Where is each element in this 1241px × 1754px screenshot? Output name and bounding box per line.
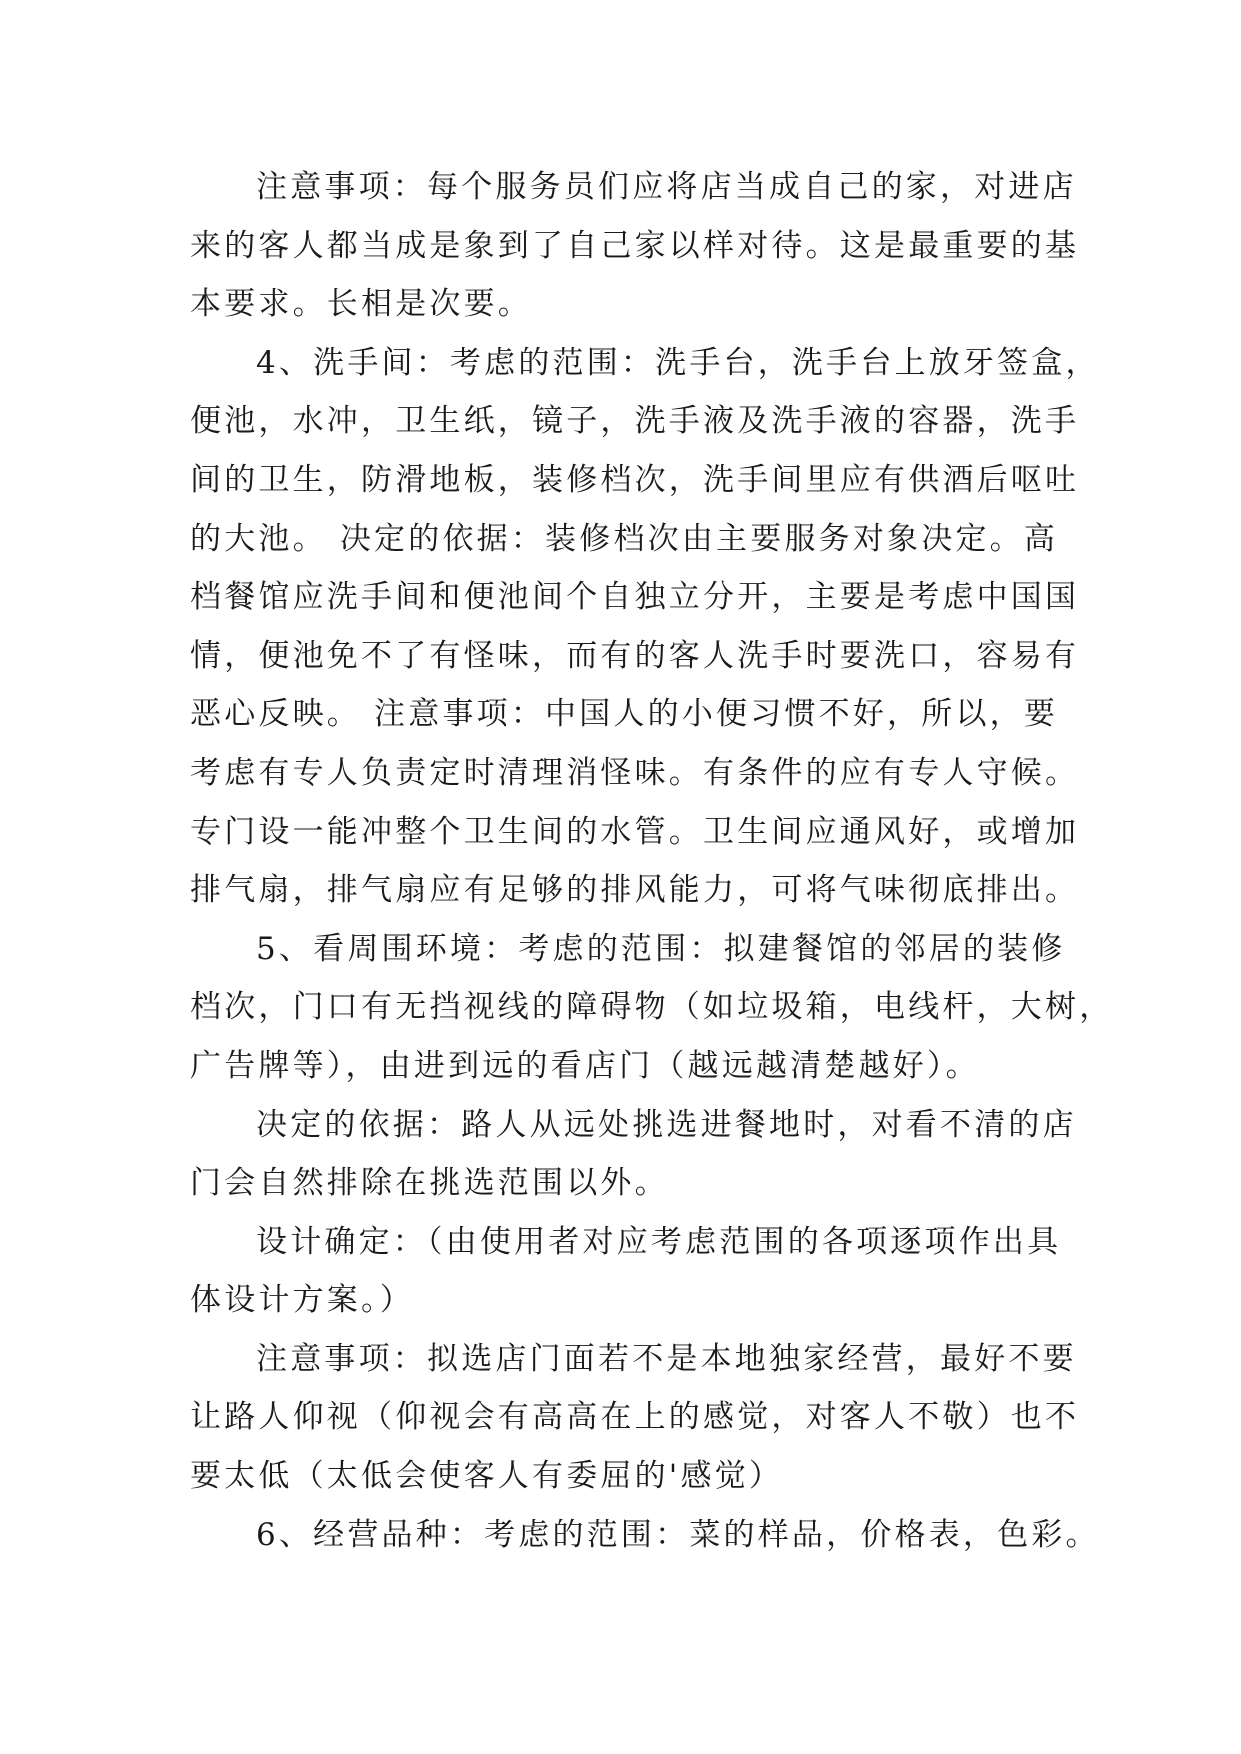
text-line: 间的卫生，防滑地板，装修档次，洗手间里应有供酒后呕吐	[190, 461, 1080, 498]
document-body	[190, 158, 1114, 1564]
text-line: 要太低（太低会使客人有委屈的'感觉）	[190, 1458, 784, 1495]
text-line: 体设计方案。）	[190, 1282, 414, 1319]
text-line: 便池，水冲，卫生纸，镜子，洗手液及洗手液的容器，洗手	[190, 403, 1080, 440]
text-line: 考虑有专人负责定时清理消怪味。有条件的应有专人守候。	[190, 754, 1080, 791]
text-line: 让路人仰视（仰视会有高高在上的感觉，对客人不敬）也不	[190, 1399, 1080, 1436]
text-line: 5、看周围环境：考虑的范围：拟建餐馆的邻居的装修	[256, 930, 1066, 967]
text-line: 排气扇，排气扇应有足够的排风能力，可将气味彻底排出。	[190, 872, 1080, 909]
text-line: 决定的依据：路人从远处挑选进餐地时，对看不清的店	[256, 1106, 1077, 1143]
text-line: 的大池。 决定的依据：装修档次由主要服务对象决定。高	[190, 520, 1059, 557]
text-line: 门会自然排除在挑选范围以外。	[190, 1165, 669, 1202]
text-line: 4、洗手间：考虑的范围：洗手台，洗手台上放牙签盒，	[256, 344, 1100, 381]
text-line: 档次，门口有无挡视线的障碍物（如垃圾箱，电线杆，大树，	[190, 989, 1114, 1026]
text-line: 恶心反映。 注意事项：中国人的小便习惯不好，所以，要	[190, 696, 1059, 733]
text-line: 注意事项：拟选店门面若不是本地独家经营，最好不要	[256, 1340, 1077, 1377]
text-line: 设计确定：（由使用者对应考虑范围的各项逐项作出具	[256, 1223, 1062, 1260]
text-line: 注意事项：每个服务员们应将店当成自己的家，对进店	[256, 169, 1077, 205]
text-line: 本要求。长相是次要。	[190, 286, 532, 323]
text-line: 6、经营品种：考虑的范围：菜的样品，价格表，色彩。	[256, 1516, 1100, 1553]
text-line: 档餐馆应洗手间和便池间个自独立分开，主要是考虑中国国	[190, 579, 1080, 616]
text-line: 来的客人都当成是象到了自己家以样对待。这是最重要的基	[190, 227, 1080, 264]
text-line: 情，便池免不了有怪味，而有的客人洗手时要洗口，容易有	[190, 637, 1080, 674]
text-line: 广告牌等），由进到远的看店门（越远越清楚越好）。	[190, 1047, 980, 1084]
text-line: 专门设一能冲整个卫生间的水管。卫生间应通风好，或增加	[190, 813, 1080, 850]
